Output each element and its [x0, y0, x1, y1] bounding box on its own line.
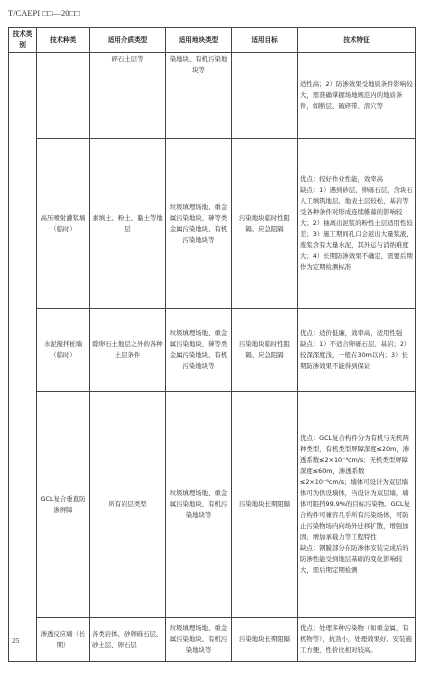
site-cell: 垃圾填埋场地、重金属污染地块、砷等类金属污染地块、有机污染地块等 — [166, 309, 232, 392]
table-row — [9, 392, 416, 618]
feature-pros: 优点：较好作业性能，效率高 — [300, 175, 384, 183]
medium-cell: 除卵石土地层之外的各种土层条件 — [90, 309, 166, 392]
header-site: 适用地块类型 — [166, 28, 232, 53]
target-cell: 污染地块临时性阻隔、应急阻隔 — [232, 309, 298, 392]
tech-type-cell: 渗透反应墙（长期） — [37, 618, 90, 662]
medium-cell: 各类岩体、砂卵砾石层、砂土层、卵石层 — [90, 618, 166, 662]
site-cell: 垃圾填埋场地、重金属污染地块、有机污染地块等 — [166, 392, 232, 618]
medium-cell: 碎石土层等 — [90, 53, 166, 139]
medium-cell: 所有岩层类型 — [90, 392, 166, 618]
feature-text: 适性高；2）防渗效果受地质条件影响较大，需准确掌握场地规范内的地质条件，如断层、破碎带、溶穴等 — [300, 80, 413, 110]
features-cell — [298, 309, 416, 392]
header-tech-type: 技术种类 — [37, 28, 90, 53]
feature-pros: 优点：适价低廉，效率高，适用性强 — [300, 329, 403, 337]
tech-type-cell: 水泥搅拌桩墙（临时） — [37, 309, 90, 392]
site-cell: 垃圾填埋场地、重金属污染地块、砷等类金属污染地块、有机污染地块等 — [166, 139, 232, 309]
site-cell: 垃圾填埋场地、重金属污染地块、有机污染地块等 — [166, 618, 232, 662]
features-cell — [298, 392, 416, 618]
features-cell — [298, 139, 416, 309]
feature-cons: 缺点：钢膜部分在防渗体安装完成后的防渗性能受到地层基础的变化影响较大，需后期定期检测 — [300, 544, 409, 574]
target-cell: 污染地块临时性阻隔、应急阻隔 — [232, 139, 298, 309]
feature-cons: 缺点：1）遇到砂层、卵砾石层，含块石人工填筑地层、地表土层较松、基岩等受各种条件对形成连续帷幕的影响较大；2）抽离出泥浆的粉性土层适用性较差；3）施工期间孔口会返出大量浆液，废浆含有大量水泥，其外运与消纳难度大；4）长期防渗效果不确定，需要后期作为定期检测标准 — [300, 186, 413, 271]
table-row — [9, 139, 416, 309]
header-tech-category: 技术类别 — [9, 28, 37, 53]
category-cell — [9, 53, 37, 662]
medium-cell: 素填土、粉土、黏土等地层 — [90, 139, 166, 309]
tech-type-cell: 高压喷射灌浆墙（临时） — [37, 139, 90, 309]
table-row — [9, 618, 416, 662]
header-features: 技术特征 — [298, 28, 416, 53]
header-medium: 适用介质类型 — [90, 28, 166, 53]
document-code: T/CAEPI □□—20□□ — [8, 8, 80, 18]
target-cell — [232, 53, 298, 139]
features-cell — [298, 618, 416, 662]
target-cell: 污染地块长期阻隔 — [232, 392, 298, 618]
header-target: 适用目标 — [232, 28, 298, 53]
page-number: 25 — [12, 636, 20, 645]
feature-pros: 优点：GCL复合构件分为有机与无机两种类型，有机类型屏障深度≤20m，渗透系数≤2×10⁻⁹cm/s；无机类型屏障深度≤60m，渗透系数≤2×10⁻⁸cm/s；墙体可设计为双层墙体可为供设墙体，当设计为双层墙，墙体可阻挡99.9%的目标污染物。GCL复合构件可兼容几乎所有污染场体，可防止污染物场内向场外迁移扩散，增强加固、增加承载力等工程特性 — [300, 434, 410, 541]
table-header-row — [9, 28, 416, 53]
table-row — [9, 309, 416, 392]
technology-table — [8, 27, 416, 662]
feature-pros: 优点：处理多种污染物（如重金属、有机物等），抗劲小，处理效果好、安装施工方便，性价比相对较高。 — [300, 624, 412, 654]
features-cell — [298, 53, 416, 139]
tech-type-cell — [37, 53, 90, 139]
table-row — [9, 53, 416, 139]
feature-cons: 缺点：1）不适合卵砾石层、基岩；2）较深深度浅，一般在30m以内；3）长期防渗效果不能得到保证 — [300, 340, 411, 370]
tech-type-cell: GCL复合垂直防渗屏障 — [37, 392, 90, 618]
target-cell: 污染地块长期阻隔 — [232, 618, 298, 662]
site-cell: 染地块、有机污染地块等 — [166, 53, 232, 139]
